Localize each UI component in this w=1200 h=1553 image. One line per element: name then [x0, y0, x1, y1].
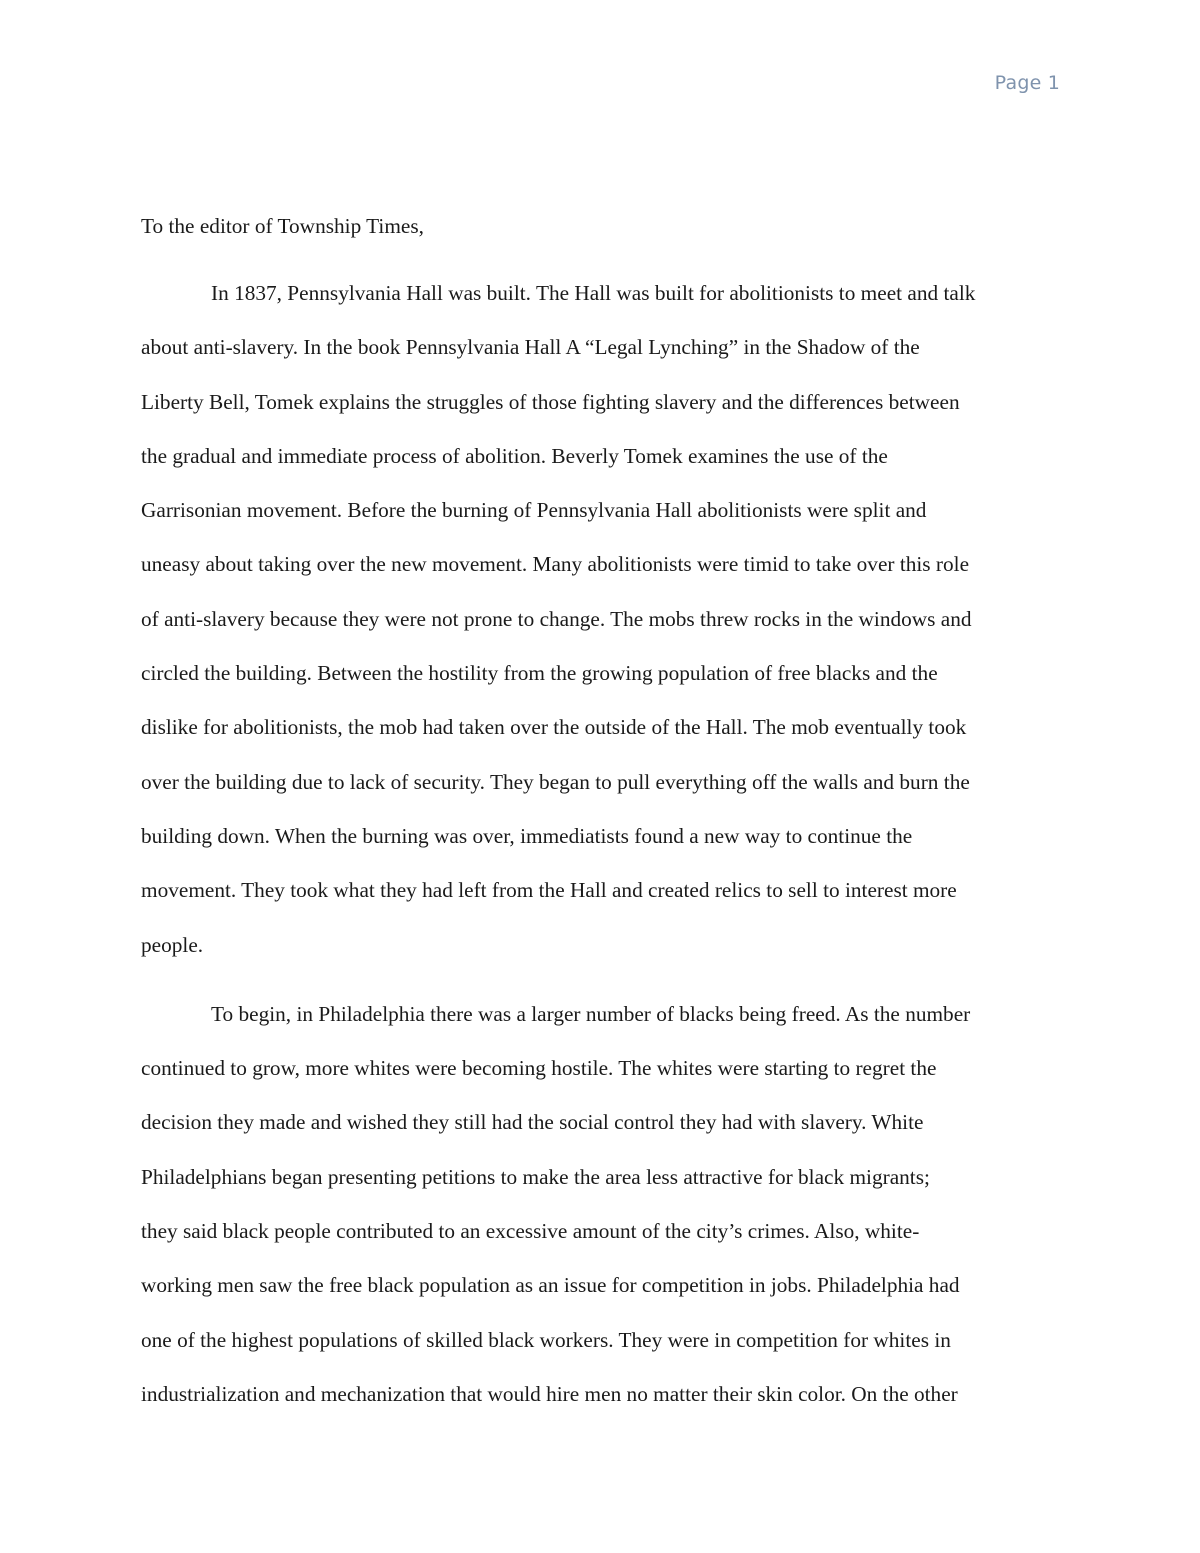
text-line: industrialization and mechanization that would hire men no matter their skin color. On the other: [141, 1381, 958, 1406]
text-line: Liberty Bell, Tomek explains the struggles of those fighting slavery and the differences between: [141, 389, 960, 414]
salutation: To the editor of Township Times,: [141, 214, 424, 238]
text-line: Philadelphians began presenting petitions to make the area less attractive for black migrants;: [141, 1164, 930, 1189]
text-line: building down. When the burning was over, immediatists found a new way to continue the: [141, 823, 913, 848]
page-number: Page 1: [994, 72, 1060, 94]
text-line: one of the highest populations of skilled black workers. They were in competition for whites in: [141, 1327, 951, 1352]
text-line: uneasy about taking over the new movement. Many abolitionists were timid to take over this role: [141, 552, 970, 577]
text-line: about anti-slavery. In the book Pennsylvania Hall A “Legal Lynching” in the Shadow of the: [141, 335, 920, 360]
paragraph-2: [141, 987, 1061, 1421]
text-line: Garrisonian movement. Before the burning of Pennsylvania Hall abolitionists were split and: [141, 498, 927, 523]
text-line: decision they made and wished they still had the social control they had with slavery. White: [141, 1110, 924, 1135]
text-line: the gradual and immediate process of abolition. Beverly Tomek examines the use of the: [141, 443, 888, 468]
paragraph-1: [141, 266, 1061, 972]
text-line: working men saw the free black population as an issue for competition in jobs. Philadelphia had: [141, 1273, 960, 1298]
letter-body: [141, 196, 1061, 1421]
text-line: movement. They took what they had left from the Hall and created relics to sell to interest more: [141, 878, 957, 903]
text-line: people.: [141, 932, 204, 957]
text-line: they said black people contributed to an excessive amount of the city’s crimes. Also, white-: [141, 1219, 920, 1244]
text-line: In 1837, Pennsylvania Hall was built. The Hall was built for abolitionists to meet and talk: [211, 281, 976, 305]
text-line: over the building due to lack of security. They began to pull everything off the walls and burn the: [141, 769, 970, 794]
text-line: To begin, in Philadelphia there was a larger number of blacks being freed. As the number: [211, 1001, 971, 1026]
text-line: dislike for abolitionists, the mob had taken over the outside of the Hall. The mob eventually took: [141, 715, 967, 740]
text-line: continued to grow, more whites were becoming hostile. The whites were starting to regret the: [141, 1056, 937, 1081]
text-line: circled the building. Between the hostility from the growing population of free blacks and the: [141, 661, 938, 686]
text-line: of anti-slavery because they were not prone to change. The mobs threw rocks in the windows and: [141, 606, 972, 631]
